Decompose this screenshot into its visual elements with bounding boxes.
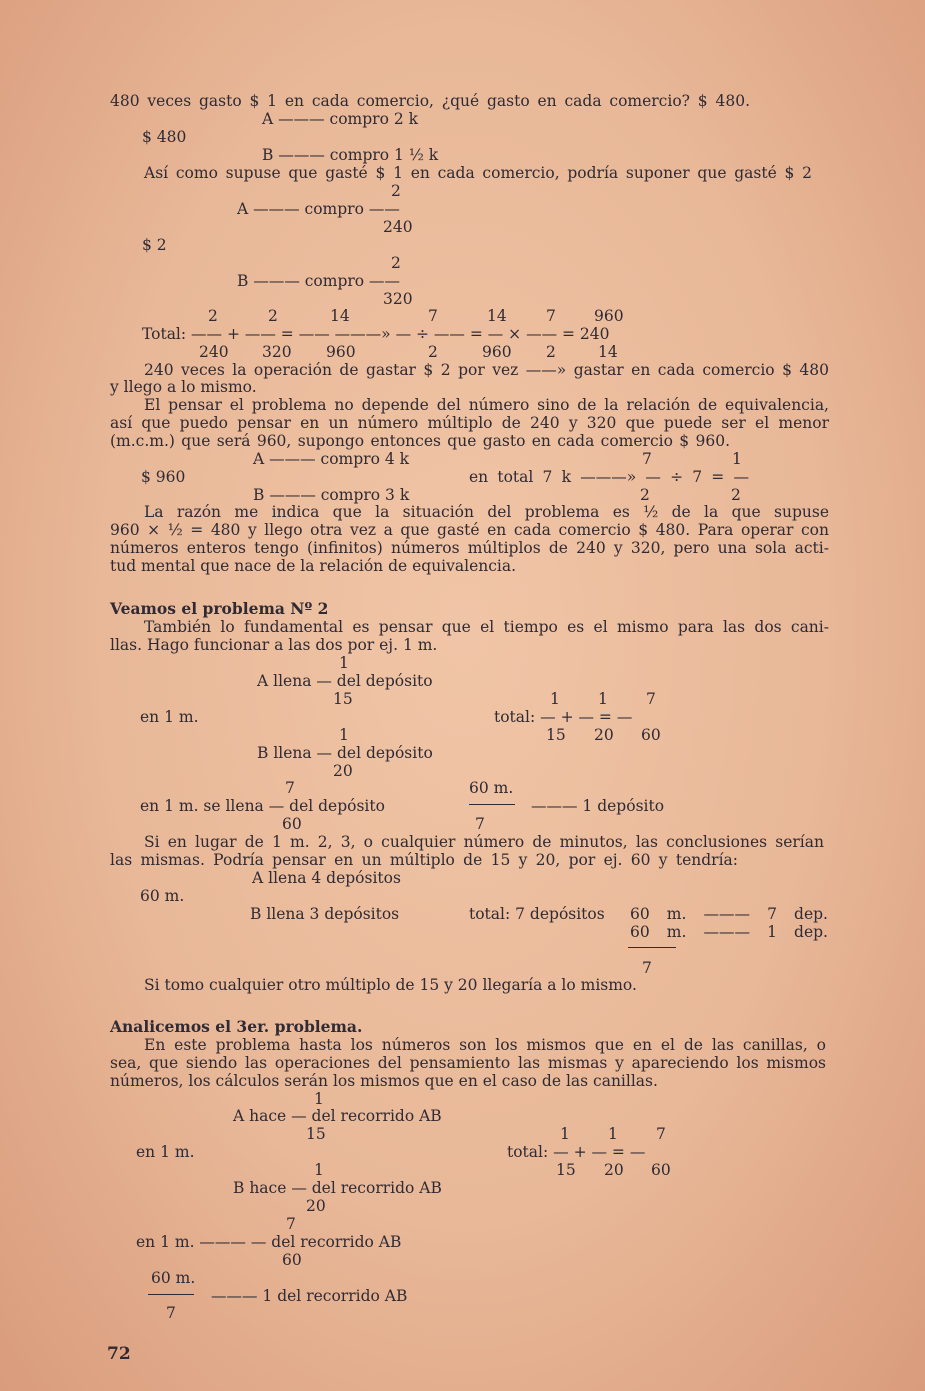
text-line: $ 960 [141, 468, 186, 486]
text-line: 7 [285, 779, 295, 797]
text-line: 480 veces gasto $ 1 en cada comercio, ¿qué gasto en cada comercio? $ 480. [110, 92, 750, 110]
text-line: 20 [333, 762, 353, 780]
text-line: 2 [546, 343, 556, 361]
text-line: tud mental que nace de la relación de equivalencia. [110, 557, 517, 575]
fraction-rule [148, 1294, 194, 1295]
text-line: 60 m. ——— 7 dep. [630, 905, 828, 923]
text-line: 2 [731, 486, 741, 504]
text-line: 7 [642, 450, 652, 468]
text-line: Total: —— + —— = —— ———» — ÷ —— = — × —— = 240 [142, 325, 610, 343]
text-line: 60 m. ——— 1 dep. [630, 923, 828, 941]
text-line: 14 [487, 307, 507, 325]
text-line: B ——— compro 1 ½ k [262, 146, 439, 164]
text-line: La razón me indica que la situación del problema es ½ de la que supuse [144, 503, 829, 521]
text-line: 60 m. [140, 887, 185, 905]
text-line: números enteros tengo (infinitos) números múltiplos de 240 y 320, pero una sola acti- [110, 539, 829, 557]
text-line: 60 m. [151, 1269, 196, 1287]
text-line: 320 [262, 343, 292, 361]
text-line: 2 [428, 343, 438, 361]
text-line: 60 [641, 726, 661, 744]
text-line: El pensar el problema no depende del número sino de la relación de equivalencia, [144, 396, 829, 414]
text-line: A hace — del recorrido AB [233, 1107, 442, 1125]
text-line: total: 7 depósitos [469, 905, 605, 923]
text-line: Si tomo cualquier otro múltiplo de 15 y 20 llegaría a lo mismo. [144, 976, 637, 994]
text-line: Así como supuse que gasté $ 1 en cada comercio, podría suponer que gasté $ 2 [144, 164, 812, 182]
text-line: A llena — del depósito [257, 672, 433, 690]
text-line: 960 [482, 343, 512, 361]
text-line: B llena 3 depósitos [250, 905, 400, 923]
text-line: total: — + — = — [494, 708, 633, 726]
text-line: A ——— compro 2 k [262, 110, 419, 128]
page-number: 72 [107, 1344, 131, 1364]
fraction-rule [628, 947, 676, 948]
text-line: 15 [306, 1125, 326, 1143]
text-line: 960 [594, 307, 624, 325]
text-line: 7 [286, 1215, 296, 1233]
text-line: 15 [333, 690, 353, 708]
text-line: en 1 m. [140, 708, 199, 726]
text-line: las mismas. Podría pensar en un múltiplo de 15 y 20, por ej. 60 y tendría: [110, 851, 738, 869]
text-line: 1 [560, 1125, 570, 1143]
text-line: números, los cálculos serán los mismos que en el caso de las canillas. [110, 1072, 658, 1090]
text-line: 240 veces la operación de gastar $ 2 por vez ——» gastar en cada comercio $ 480 [144, 361, 829, 379]
text-line: 1 [314, 1161, 324, 1179]
text-line: $ 480 [142, 128, 187, 146]
text-line: en 1 m. se llena — del depósito [140, 797, 385, 815]
text-line: 1 [339, 726, 349, 744]
text-line: 7 [642, 959, 652, 977]
text-line: 960 [326, 343, 356, 361]
text-line: 2 [640, 486, 650, 504]
text-line: A llena 4 depósitos [252, 869, 401, 887]
text-line: 1 [598, 690, 608, 708]
fraction-rule [469, 804, 515, 805]
text-line: 7 [646, 690, 656, 708]
text-line: ——— 1 depósito [531, 797, 665, 815]
text-line: $ 2 [142, 236, 167, 254]
text-line: B hace — del recorrido AB [233, 1179, 442, 1197]
text-line: en total 7 k ———» — ÷ 7 = — [469, 468, 749, 486]
text-line: 20 [306, 1197, 326, 1215]
text-line: A ——— compro 4 k [253, 450, 410, 468]
text-line: en 1 m. [136, 1143, 195, 1161]
text-line: 240 [383, 218, 413, 236]
text-line: B ——— compro 3 k [253, 486, 410, 504]
text-line: 7 [656, 1125, 666, 1143]
section-heading: Veamos el problema Nº 2 [110, 599, 329, 618]
text-line: 60 m. [469, 779, 514, 797]
text-line: 60 [651, 1161, 671, 1179]
text-line: 15 [546, 726, 566, 744]
text-line: 14 [330, 307, 350, 325]
text-line: así que puedo pensar en un número múltiplo de 240 y 320 que puede ser el menor [110, 414, 829, 432]
text-line: B ——— compro —— [237, 272, 401, 290]
text-line: A ——— compro —— [237, 200, 400, 218]
text-line: 2 [391, 254, 401, 272]
text-line: ——— 1 del recorrido AB [211, 1287, 408, 1305]
text-line: B llena — del depósito [257, 744, 433, 762]
text-line: sea, que siendo las operaciones del pensamiento las mismas y apareciendo los mismos [110, 1054, 826, 1072]
text-line: (m.c.m.) que será 960, supongo entonces que gasto en cada comercio $ 960. [110, 432, 730, 450]
text-line: 14 [598, 343, 618, 361]
text-line: en 1 m. ——— — del recorrido AB [136, 1233, 402, 1251]
text-line: 240 [199, 343, 229, 361]
text-line: 320 [383, 290, 413, 308]
text-line: 1 [339, 654, 349, 672]
text-line: llas. Hago funcionar a las dos por ej. 1 m. [110, 636, 438, 654]
text-line: 20 [604, 1161, 624, 1179]
text-line: 20 [594, 726, 614, 744]
text-line: También lo fundamental es pensar que el tiempo es el mismo para las dos cani- [144, 618, 829, 636]
text-line: 1 [732, 450, 742, 468]
text-line: 60 [282, 1251, 302, 1269]
text-line: y llego a lo mismo. [110, 378, 257, 396]
text-line: 15 [556, 1161, 576, 1179]
text-line: 1 [550, 690, 560, 708]
text-line: 1 [608, 1125, 618, 1143]
text-line: En este problema hasta los números son los mismos que en el de las canillas, o [144, 1036, 826, 1054]
text-line: 60 [282, 815, 302, 833]
text-line: 7 [475, 815, 485, 833]
text-line: 2 [268, 307, 278, 325]
text-line: 7 [166, 1304, 176, 1322]
text-line: 7 [428, 307, 438, 325]
text-line: 1 [314, 1090, 324, 1108]
text-line: 7 [546, 307, 556, 325]
section-heading: Analicemos el 3er. problema. [110, 1017, 363, 1036]
text-line: 2 [208, 307, 218, 325]
text-line: 2 [391, 182, 401, 200]
text-line: total: — + — = — [507, 1143, 646, 1161]
text-line: Si en lugar de 1 m. 2, 3, o cualquier número de minutos, las conclusiones serían [144, 833, 824, 851]
text-line: 960 × ½ = 480 y llego otra vez a que gasté en cada comercio $ 480. Para operar con [110, 521, 829, 539]
